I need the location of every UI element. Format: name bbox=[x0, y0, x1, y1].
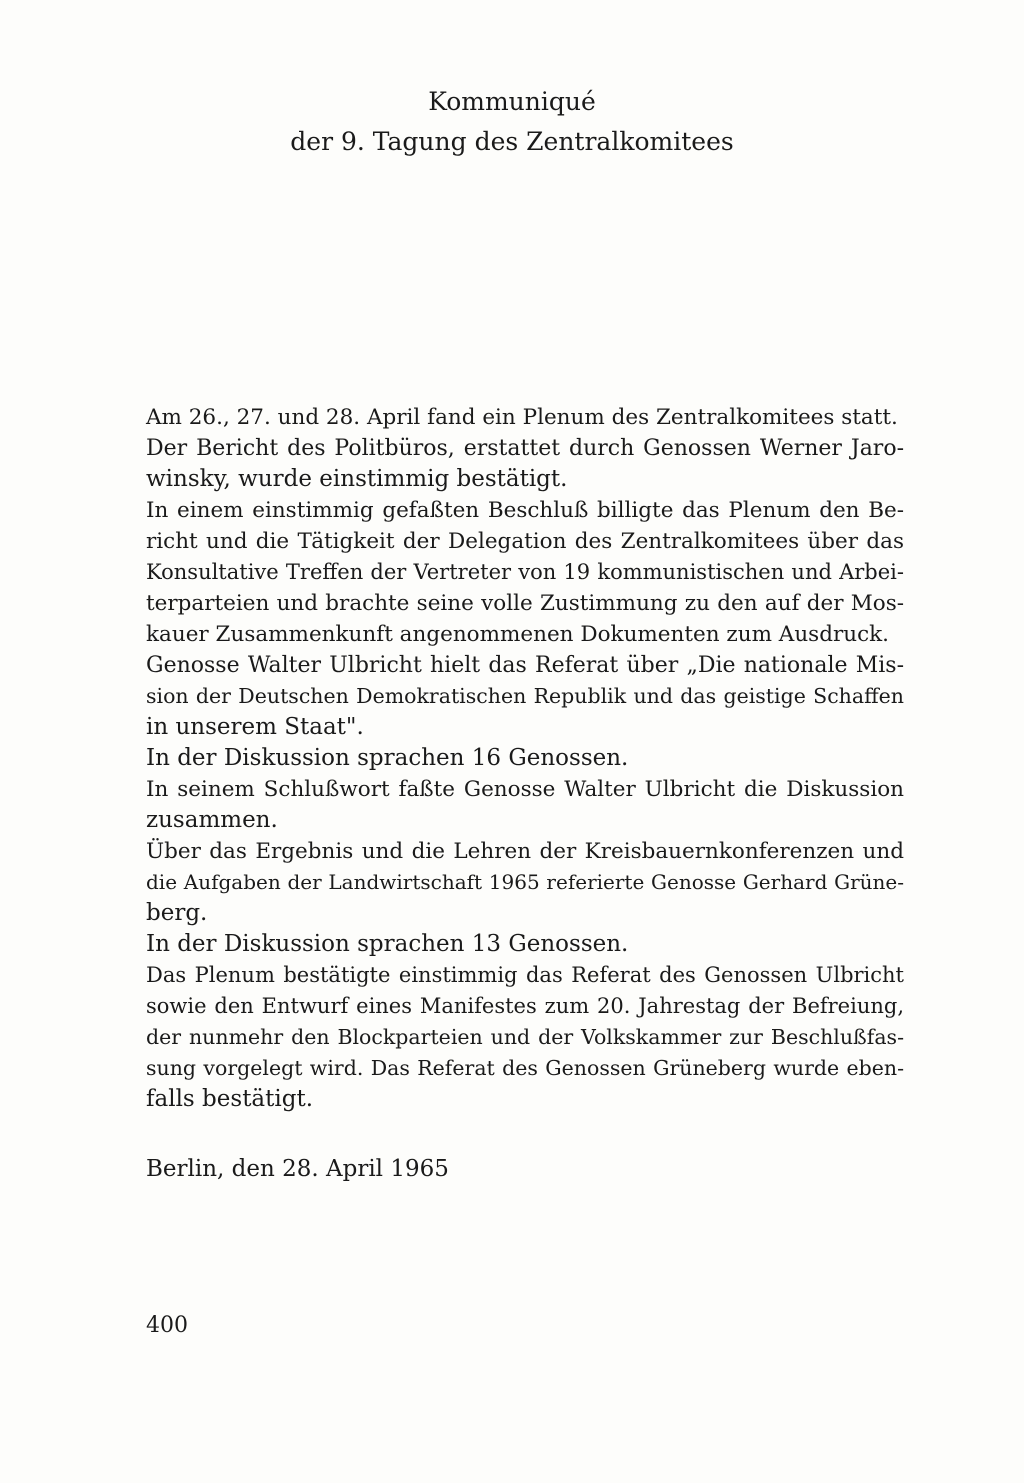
text-line: Der Bericht des Politbüros, erstattet durch Genossen Werner Jaro- bbox=[146, 436, 904, 461]
text-line: falls bestätigt. bbox=[146, 1086, 314, 1112]
paragraph-1 bbox=[146, 402, 904, 433]
text-line: In seinem Schlußwort faßte Genosse Walter Ulbricht die Diskussion bbox=[146, 777, 904, 802]
communique-body bbox=[146, 402, 904, 1115]
paragraph-5 bbox=[146, 743, 904, 774]
paragraph-8 bbox=[146, 929, 904, 960]
text-line: Das Plenum bestätigte einstimmig das Referat des Genossen Ulbricht bbox=[146, 963, 904, 987]
text-line: In der Diskussion sprachen 16 Genossen. bbox=[146, 745, 629, 771]
text-line: Am 26., 27. und 28. April fand ein Plenum des Zentralkomitees statt. bbox=[146, 405, 898, 430]
text-line: kauer Zusammenkunft angenommenen Dokumenten zum Ausdruck. bbox=[146, 622, 890, 647]
text-line: sung vorgelegt wird. Das Referat des Genossen Grüneberg wurde eben- bbox=[146, 1056, 904, 1080]
text-line: sion der Deutschen Demokratischen Republik und das geistige Schaffen bbox=[146, 684, 904, 708]
text-line: berg. bbox=[146, 900, 208, 926]
text-line: in unserem Staat". bbox=[146, 714, 364, 740]
paragraph-9 bbox=[146, 960, 904, 1115]
place-and-date: Berlin, den 28. April 1965 bbox=[146, 1156, 449, 1182]
text-line: In einem einstimmig gefaßten Beschluß billigte das Plenum den Be- bbox=[146, 498, 904, 523]
text-line: Genosse Walter Ulbricht hielt das Referat über „Die nationale Mis- bbox=[146, 653, 904, 678]
text-line: Über das Ergebnis und die Lehren der Kreisbauernkonferenzen und bbox=[146, 839, 904, 864]
text-line: der nunmehr den Blockparteien und der Volkskammer zur Beschlußfas- bbox=[146, 1025, 904, 1049]
paragraph-7 bbox=[146, 836, 904, 929]
text-line: In der Diskussion sprachen 13 Genossen. bbox=[146, 931, 629, 957]
text-line: sowie den Entwurf eines Manifestes zum 20. Jahrestag der Befreiung, bbox=[146, 994, 904, 1018]
text-line: terparteien und brachte seine volle Zustimmung zu den auf der Mos- bbox=[146, 591, 904, 616]
title-line-2: der 9. Tagung des Zentralkomitees bbox=[290, 127, 734, 156]
paragraph-2 bbox=[146, 433, 904, 495]
paragraph-4 bbox=[146, 650, 904, 743]
paragraph-6 bbox=[146, 774, 904, 836]
text-line: zusammen. bbox=[146, 807, 278, 833]
page-number: 400 bbox=[146, 1313, 188, 1338]
title-line-1: Kommuniqué bbox=[428, 87, 596, 116]
text-line: die Aufgaben der Landwirtschaft 1965 referierte Genosse Gerhard Grüne- bbox=[146, 870, 904, 894]
document-title bbox=[0, 82, 1024, 162]
text-line: richt und die Tätigkeit der Delegation des Zentralkomitees über das bbox=[146, 529, 904, 554]
paragraph-3 bbox=[146, 495, 904, 650]
text-line: Konsultative Treffen der Vertreter von 19 kommunistischen und Arbei- bbox=[146, 560, 904, 584]
text-line: winsky, wurde einstimmig bestätigt. bbox=[146, 466, 568, 492]
